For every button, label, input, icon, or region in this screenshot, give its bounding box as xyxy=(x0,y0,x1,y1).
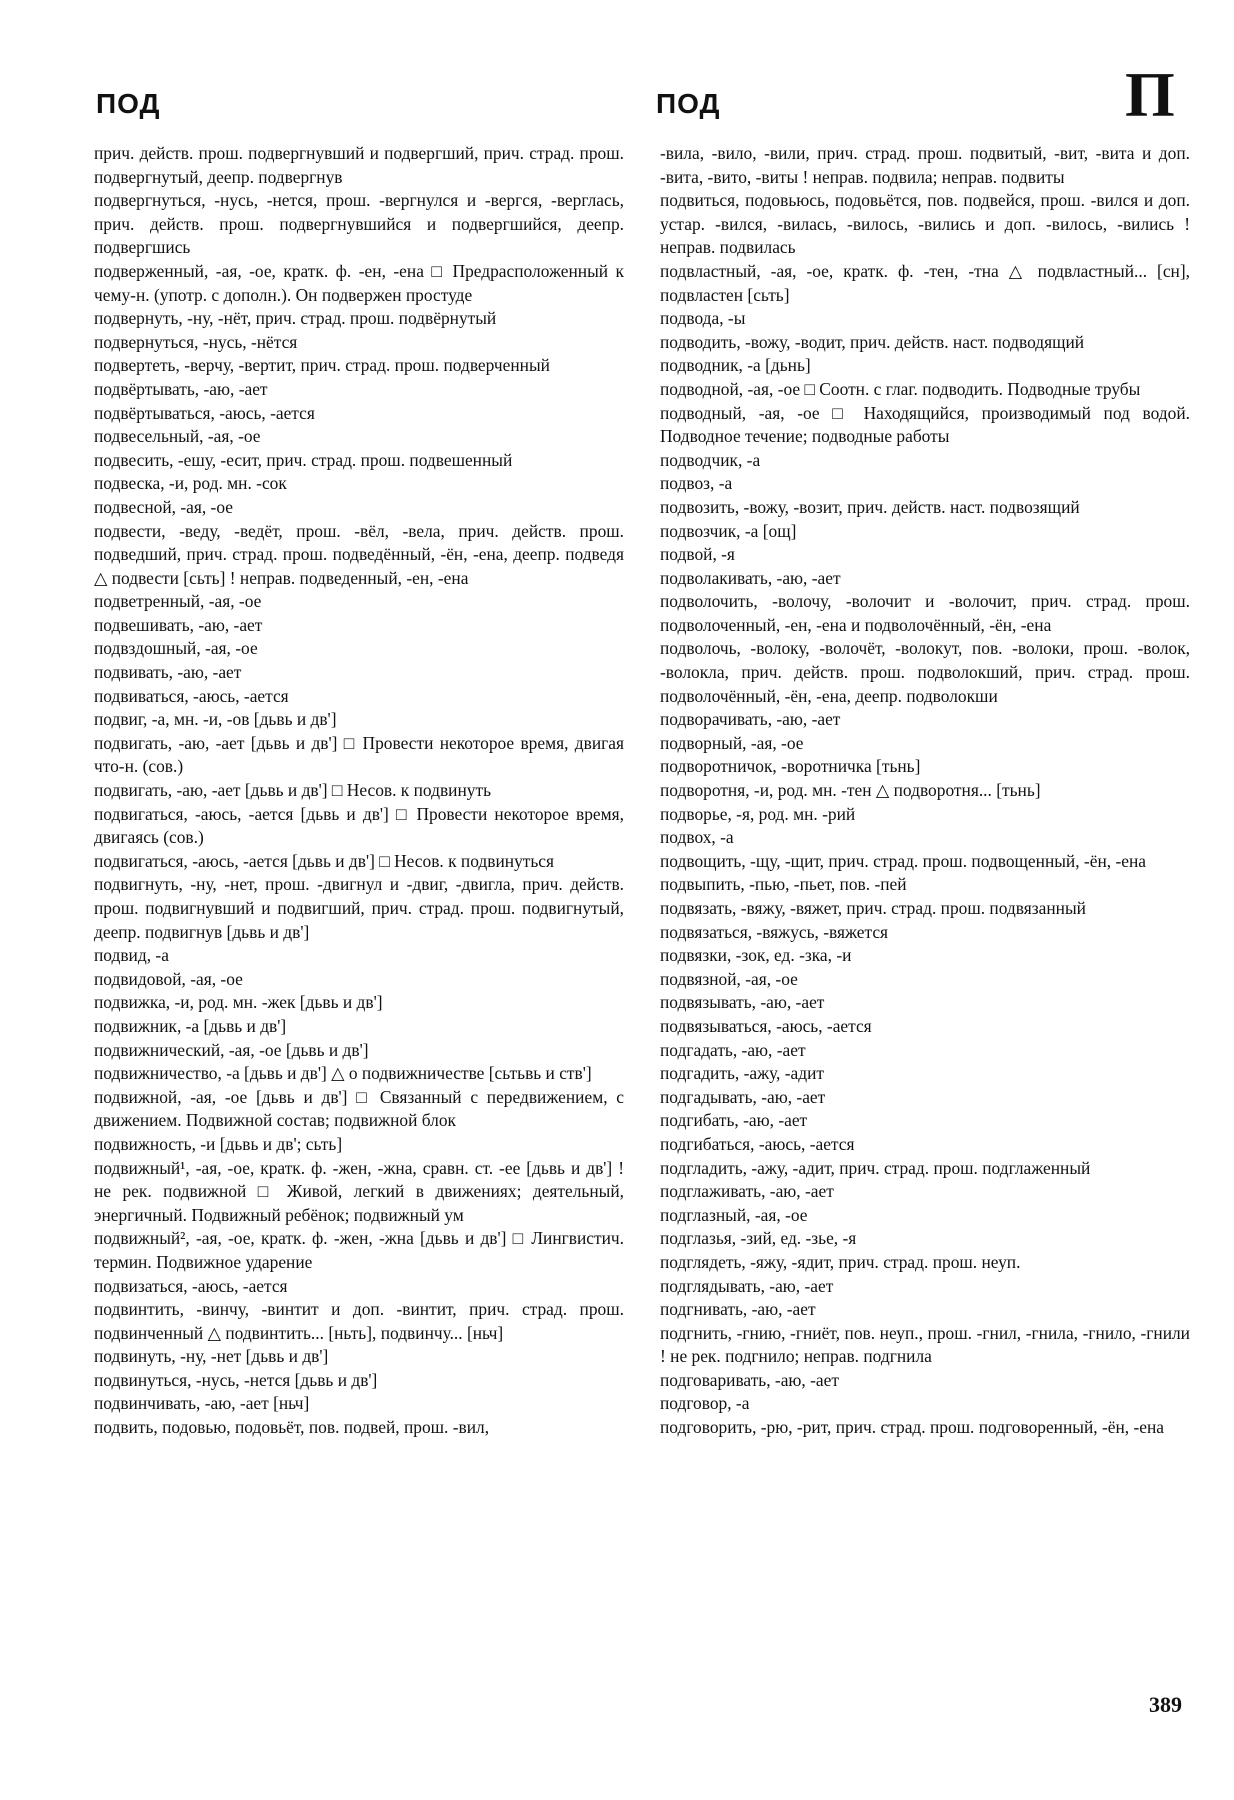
dictionary-entry: подвязать, -вяжу, -вяжет, прич. страд. прош. подвязанный xyxy=(660,898,1086,918)
dictionary-entry: подветренный, -ая, -ое xyxy=(94,591,262,612)
dictionary-entry: подговаривать, -аю, -ает xyxy=(660,1369,839,1390)
dictionary-entry: подвеска, -и, род. мн. -сок xyxy=(94,473,287,494)
dictionary-entry: подворье, -я, род. мн. -рий xyxy=(660,803,856,824)
dictionary-entry: подвинуться, -нусь, -нется [дьвь и дв'] xyxy=(94,1369,378,1390)
dictionary-entry: подвода, -ы xyxy=(660,308,746,329)
dictionary-entry: подворотничок, -воротничка [тьнь] xyxy=(660,756,921,777)
dictionary-entry: подвинтить, -винчу, -винтит и доп. -винтит, прич. страд. прош. подвинченный △ подвинтить... [ньть], подвинчу... [ньч] xyxy=(94,1299,624,1343)
dictionary-entry: подвинчивать, -аю, -ает [ньч] xyxy=(94,1393,310,1414)
left-column xyxy=(94,142,624,1440)
dictionary-entry: подвздошный, -ая, -ое xyxy=(94,638,258,659)
dictionary-entry: подвощить, -щу, -щит, прич. страд. прош. подвощенный, -ён, -ена xyxy=(660,850,1146,871)
dictionary-entry: подводить, -вожу, -водит, прич. действ. наст. подводящий xyxy=(660,331,1085,352)
running-head-left: ПОД xyxy=(96,88,161,119)
dictionary-entry: подвертеть, -верчу, -вертит, прич. страд. прош. подверченный xyxy=(94,355,550,376)
dictionary-entry: подвох, -а xyxy=(660,827,734,848)
page-number: 389 xyxy=(1149,1692,1182,1717)
dictionary-entry: подвид, -а xyxy=(94,945,169,966)
dictionary-entry: подвижный², -ая, -ое, кратк. ф. -жен, -жна [дьвь и дв'] □ Лингвистич. термин. Подвижное ударение xyxy=(94,1228,624,1272)
dictionary-entry: подгадить, -ажу, -адит xyxy=(660,1063,825,1084)
dictionary-entry: подвесной, -ая, -ое xyxy=(94,496,233,517)
dictionary-entry: подводный, -ая, -ое □ Находящийся, производимый под водой. Подводное течение; подводные работы xyxy=(660,402,1190,447)
dictionary-entry: подвыпить, -пью, -пьет, пов. -пей xyxy=(660,874,907,895)
dictionary-entry: подволакивать, -аю, -ает xyxy=(660,567,841,588)
dictionary-entry: подвигнуть, -ну, -нет, прош. -двигнул и -двиг, -двигла, прич. действ. прош. подвигнувший и подвигший, прич. страд. прош. подвигнутый, деепр. подвигнув [дьвь и дв'] xyxy=(94,874,624,942)
dictionary-entry: подвигать, -аю, -ает [дьвь и дв'] □ Несов. к подвинуть xyxy=(94,780,491,801)
dictionary-entry: подговорить, -рю, -рит, прич. страд. прош. подговоренный, -ён, -ена xyxy=(660,1417,1165,1438)
dictionary-entry: подвёртывать, -аю, -ает xyxy=(94,378,268,399)
dictionary-entry: подвозчик, -а [ощ] xyxy=(660,520,797,541)
dictionary-entry: подгадывать, -аю, -ает xyxy=(660,1086,826,1107)
dictionary-entry: подвиться, подовьюсь, подовьётся, пов. подвейся, прош. -вился и доп. устар. -вился, -вилась, -вилось, -вились и доп. -вилось, -вились ! неправ. подвилась xyxy=(660,190,1190,258)
dictionary-entry: подвергнуться, -нусь, -нется, прош. -вергнулся и -вергся, -верглась, прич. действ. прош. подвергнувшийся и подвергшийся, деепр. подвергшись xyxy=(94,190,624,258)
dictionary-entry: подвивать, -аю, -ает xyxy=(94,662,242,683)
dictionary-entry: подводной, -ая, -ое □ Соотн. с глаг. подводить. Подводные трубы xyxy=(660,378,1141,399)
dictionary-entry: подворный, -ая, -ое xyxy=(660,732,804,753)
dictionary-entry: подгибаться, -аюсь, -ается xyxy=(660,1133,855,1154)
dictionary-entry: подвоз, -а xyxy=(660,473,733,494)
dictionary-entry: подворачивать, -аю, -ает xyxy=(660,709,841,730)
dictionary-entry: подвой, -я xyxy=(660,544,735,565)
dictionary-entry: подвёртываться, -аюсь, -ается xyxy=(94,402,315,423)
dictionary-entry: подвить, подовью, подовьёт, пов. подвей, прош. -вил, xyxy=(94,1417,490,1438)
dictionary-entry: подворотня, -и, род. мн. -тен △ подворотня... [тьнь] xyxy=(660,780,1041,801)
dictionary-entry: подгладить, -ажу, -адит, прич. страд. прош. подглаженный xyxy=(660,1157,1091,1178)
dictionary-entry: подвиг, -а, мн. -и, -ов [дьвь и дв'] xyxy=(94,709,337,730)
dictionary-entry: подволочь, -волоку, -волочёт, -волокут, пов. -волоки, прош. -волок, -волокла, прич. действ. прош. подволокший, прич. страд. прош. подволочённый, -ён, -ена, деепр. подволокши xyxy=(660,638,1190,706)
dictionary-entry: подвиваться, -аюсь, -ается xyxy=(94,685,289,706)
dictionary-entry: подглазья, -зий, ед. -зье, -я xyxy=(660,1228,857,1249)
dictionary-entry: подвидовой, -ая, -ое xyxy=(94,968,243,989)
dictionary-entry: подговор, -а xyxy=(660,1393,750,1414)
dictionary-entry: подгадать, -аю, -ает xyxy=(660,1039,806,1060)
dictionary-entry: подвластный, -ая, -ое, кратк. ф. -тен, -тна △ подвластный... [сн], подвластен [сьть] xyxy=(660,260,1190,305)
dictionary-entry: подглаживать, -аю, -ает xyxy=(660,1181,834,1202)
dictionary-entry: -вила, -вило, -вили, прич. страд. прош. подвитый, -вит, -вита и доп. -вита, -вито, -виты ! неправ. подвила; неправ. подвиты xyxy=(660,143,1190,187)
dictionary-entry: подгнивать, -аю, -ает xyxy=(660,1299,816,1320)
dictionary-entry: подвигаться, -аюсь, -ается [дьвь и дв'] □ Несов. к подвинуться xyxy=(94,850,555,871)
dictionary-entry: подвязывать, -аю, -ает xyxy=(660,992,825,1013)
dictionary-entry: подвигать, -аю, -ает [дьвь и дв'] □ Провести некоторое время, двигая что-н. (сов.) xyxy=(94,732,624,777)
dictionary-entry: подвешивать, -аю, -ает xyxy=(94,614,263,635)
dictionary-entry: подвижный¹, -ая, -ое, кратк. ф. -жен, -жна, сравн. ст. -ее [дьвь и дв'] ! не рек. подвижной □ Живой, легкий в движениях; деятельный, энергичный. Подвижный ребёнок; подвижный ум xyxy=(94,1157,624,1225)
dictionary-entry: подвязаться, -вяжусь, -вяжется xyxy=(660,921,889,942)
dictionary-entry: подвязываться, -аюсь, -ается xyxy=(660,1015,872,1036)
dictionary-entry: подвозить, -вожу, -возит, прич. действ. наст. подвозящий xyxy=(660,496,1080,517)
dictionary-entry: подвижность, -и [дьвь и дв'; сьть] xyxy=(94,1133,343,1154)
dictionary-entry: подглядывать, -аю, -ает xyxy=(660,1275,834,1296)
dictionary-entry: подвижнический, -ая, -ое [дьвь и дв'] xyxy=(94,1039,369,1060)
dictionary-entry: подвесельный, -ая, -ое xyxy=(94,426,261,447)
right-column xyxy=(660,142,1190,1440)
dictionary-entry: подвернуть, -ну, -нёт, прич. страд. прош. подвёрнутый xyxy=(94,308,497,329)
running-head-right: ПОД xyxy=(656,88,721,119)
dictionary-entry: подвижник, -а [дьвь и дв'] xyxy=(94,1015,287,1036)
dictionary-entry: подвинуть, -ну, -нет [дьвь и дв'] xyxy=(94,1346,329,1367)
section-letter: П xyxy=(1125,59,1175,130)
dictionary-entry: подвязки, -зок, ед. -зка, -и xyxy=(660,945,852,966)
dictionary-entry: подвизаться, -аюсь, -ается xyxy=(94,1275,288,1296)
dictionary-entry: прич. действ. прош. подвергнувший и подвергший, прич. страд. прош. подвергнутый, деепр. подвергнув xyxy=(94,143,624,187)
dictionary-entry: подвести, -веду, -ведёт, прош. -вёл, -вела, прич. действ. прош. подведший, прич. страд. прош. подведённый, -ён, -ена, деепр. подведя △ подвести [сьть] ! неправ. подведенный, -ен, -ена xyxy=(94,520,624,588)
dictionary-entry: подводник, -а [дьнь] xyxy=(660,355,811,376)
dictionary-entry: подвижка, -и, род. мн. -жек [дьвь и дв'] xyxy=(94,992,383,1013)
dictionary-entry: подгнить, -гнию, -гниёт, пов. неуп., прош. -гнил, -гнила, -гнило, -гнили ! не рек. подгнило; неправ. подгнила xyxy=(660,1322,1190,1367)
dictionary-entry: подвигаться, -аюсь, -ается [дьвь и дв'] □ Провести некоторое время, двигаясь (сов.) xyxy=(94,803,624,848)
dictionary-entry: подгибать, -аю, -ает xyxy=(660,1110,808,1131)
dictionary-entry: подверженный, -ая, -ое, кратк. ф. -ен, -ена □ Предрасположенный к чему-н. (употр. с дополн.). Он подвержен простуде xyxy=(94,260,624,305)
dictionary-entry: подглядеть, -яжу, -ядит, прич. страд. прош. неуп. xyxy=(660,1251,1021,1272)
dictionary-entry: подвижной, -ая, -ое [дьвь и дв'] □ Связанный с передвижением, с движением. Подвижной состав; подвижной блок xyxy=(94,1086,624,1131)
dictionary-entry: подвернуться, -нусь, -нётся xyxy=(94,331,298,352)
dictionary-entry: подволочить, -волочу, -волочит и -волочит, прич. страд. прош. подволоченный, -ен, -ена и подволочённый, -ён, -ена xyxy=(660,591,1190,635)
dictionary-entry: подвязной, -ая, -ое xyxy=(660,968,798,989)
dictionary-entry: подводчик, -а xyxy=(660,449,761,470)
dictionary-entry: подвесить, -ешу, -есит, прич. страд. прош. подвешенный xyxy=(94,449,513,470)
dictionary-entry: подвижничество, -а [дьвь и дв'] △ о подвижничестве [сьтьвь и ств'] xyxy=(94,1063,592,1084)
dictionary-entry: подглазный, -ая, -ое xyxy=(660,1204,808,1225)
